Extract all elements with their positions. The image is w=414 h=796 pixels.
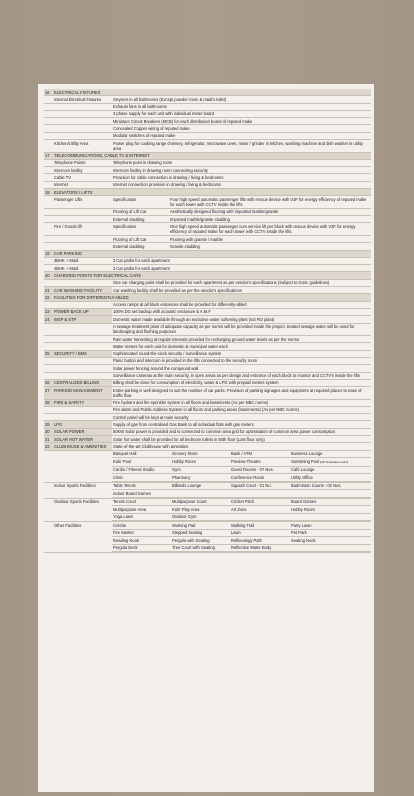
amenity-item: Multipurpose Area [112, 506, 171, 514]
row-label [53, 235, 112, 242]
section-number: 25 [44, 350, 53, 357]
amenity-item: Swimming Pool (with Temperature Control) [290, 458, 371, 467]
section-header-row [44, 152, 371, 159]
amenity-item [290, 513, 371, 521]
spec-row [44, 110, 371, 117]
section-header-row [44, 436, 371, 443]
row-label: 4BHK + Maid [53, 265, 112, 272]
spec-row [44, 243, 371, 250]
section-number: 26 [44, 379, 53, 386]
row-text: Solar power fencing around the compound wall [112, 365, 371, 372]
section-text: Fire hydrant and fire sprinkler system in all floors and basements (As per NBC norms) [112, 399, 371, 406]
amenity-item: Tree Court with Seating [171, 544, 230, 552]
section-title: ELEVATORS / LIFTS [53, 189, 371, 196]
row-indent [44, 103, 53, 110]
amenity-item: Party Lawn [290, 522, 371, 529]
section-title: LPG [53, 421, 112, 428]
amenity-item: Kids' Play Area [171, 506, 230, 514]
row-indent [44, 265, 53, 272]
amenity-item: Hobby Room [290, 506, 371, 514]
section-number: 18 [44, 189, 53, 196]
section-header-row [44, 250, 371, 257]
section-header-row [44, 421, 371, 428]
amenity-category: Indoor Sports Facilities [53, 482, 112, 498]
row-sublabel: Flooring of Lift Car [112, 208, 169, 215]
section-number: 24 [44, 316, 53, 323]
row-indent [44, 140, 53, 153]
amenity-item: Working Pad [171, 522, 230, 529]
row-label [53, 279, 112, 286]
amenity-category [53, 450, 112, 482]
row-label [53, 103, 112, 110]
row-text: Exhaust fans in all bathrooms [112, 103, 371, 110]
section-number: 20 [44, 272, 53, 279]
section-title: POWER BACK UP [53, 308, 112, 315]
amenity-row [44, 482, 371, 498]
amenity-item: Bank / ATM [230, 451, 290, 458]
amenity-item: Pergola with Seating [171, 537, 230, 545]
section-title: CAR WASHING FACILITY [53, 287, 112, 294]
row-text: Surveillance cameras at the main security, in open areas as per design and entrance of each block to monitor and CCTV's inside the lifts [112, 372, 371, 379]
row-indent [44, 257, 53, 264]
section-number: 30 [44, 428, 53, 435]
amenity-item: Clinic [112, 474, 171, 482]
amenity-item: Pet Park [290, 529, 371, 537]
section-title: SOLAR HOT WATER [53, 436, 112, 443]
row-text: Power plug for cooking range chimney, refrigerator, microwave oven, mixer / grinder in kitchen, washing machine and dish washer in utility area [112, 140, 371, 153]
row-text: Internet connection provision in drawing / living & bedrooms [112, 181, 371, 188]
section-number: 22 [44, 294, 53, 301]
spec-row [44, 125, 371, 132]
amenity-item: Art Zone [230, 506, 290, 514]
amenity-item [290, 544, 371, 552]
section-number: 29 [44, 421, 53, 428]
spec-row [44, 181, 371, 188]
amenity-item: Preview Theatre [230, 458, 290, 467]
row-text: Water meters for each unit for domestic & municipal water each [112, 343, 371, 350]
row-sublabel: Specification [112, 223, 169, 236]
spec-row [44, 336, 371, 343]
section-text: 50KW Solar power is provided and is connected to common area grid for optimisation of common area power consumption [112, 428, 371, 435]
amenity-item: Squash Court - 01 No. [230, 483, 290, 490]
row-indent [44, 522, 53, 553]
row-text: Concealed Copper wiring of reputed make [112, 125, 371, 132]
row-sublabel: Specification [112, 196, 169, 209]
section-text: Supply of gas from centralised Gas Bank to all individual flats with gas meters [112, 421, 371, 428]
section-title: SOLAR POWER [53, 428, 112, 435]
spec-row [44, 365, 371, 372]
section-header-row [44, 316, 371, 323]
spec-row [44, 132, 371, 139]
amenity-item: Seating Nook [290, 537, 371, 545]
amenity-item: Utility Office [290, 474, 371, 482]
row-label [53, 110, 112, 117]
amenity-item: Pharmacy [171, 474, 230, 482]
amenity-item: Multipurpose Court [171, 499, 230, 506]
spec-row [44, 216, 371, 223]
amenity-item: Business Lounge [290, 451, 371, 458]
row-indent [44, 482, 53, 498]
amenity-row [44, 450, 371, 482]
spec-row [44, 196, 371, 209]
spec-row [44, 235, 371, 242]
spec-row [44, 406, 371, 413]
row-text: Imported marble/granite cladding [169, 216, 371, 223]
row-text: Modular switches of reputed make [112, 132, 371, 139]
row-indent [44, 223, 53, 236]
row-sublabel: External cladding [112, 216, 169, 223]
row-label [53, 208, 112, 215]
section-title: TELECOMMUNICATIONS, CABLE TV & INTERNET [53, 152, 371, 159]
row-label [53, 343, 112, 350]
row-text: Intercom facility in drawing room connecting security [112, 167, 371, 174]
section-header-row [44, 387, 371, 400]
row-text: Four high speed automatic passenger lifts with rescue device with V3F for energy efficiency of reputed make for each tower with CCTV inside the lifts [169, 196, 371, 209]
amenity-item: Kids' Pool [112, 458, 171, 467]
row-text: Aesthetically designed flooring with imported marble/granite [169, 208, 371, 215]
row-label [53, 243, 112, 250]
amenity-list [112, 450, 371, 482]
section-title: CENTRALIZED BILLING [53, 379, 112, 386]
amenity-item: Gym [171, 466, 230, 474]
amenity-item: Reflexology Path [230, 537, 290, 545]
amenity-row [44, 522, 371, 553]
row-label [53, 336, 112, 343]
row-indent [44, 110, 53, 117]
section-header-row [44, 287, 371, 294]
row-label: Kitchen/Utility Area [53, 140, 112, 153]
section-title: SECURITY / BMS [53, 350, 112, 357]
section-number: 17 [44, 152, 53, 159]
amenity-grid [112, 451, 371, 482]
amenity-item: Walking Trail [230, 522, 290, 529]
amenity-item: Indoor Board Games [112, 490, 171, 498]
row-indent [44, 450, 53, 482]
spec-row [44, 257, 371, 264]
row-label: Intercom facility [53, 167, 112, 174]
spec-row [44, 103, 371, 110]
amenity-item: Badminton Courts - 02 Nos. [290, 483, 371, 490]
row-sublabel: External cladding [112, 243, 169, 250]
spec-row [44, 414, 371, 421]
row-indent [44, 118, 53, 125]
row-indent [44, 159, 53, 166]
amenity-item: Guest Rooms - 07 Nos. [230, 466, 290, 474]
amenity-row [44, 498, 371, 522]
spec-row [44, 167, 371, 174]
row-text: Geysers in all bathrooms (Except powder room & maid's toilet) [112, 96, 371, 103]
row-indent [44, 336, 53, 343]
row-indent [44, 323, 53, 336]
amenity-item: Conference Room [230, 474, 290, 482]
section-number: 28 [44, 399, 53, 406]
amenity-list [112, 482, 371, 498]
row-label [53, 132, 112, 139]
row-label: Internet [53, 181, 112, 188]
amenity-item: Billiards Lounge [171, 483, 230, 490]
amenity-grid [112, 499, 371, 522]
spec-row [44, 140, 371, 153]
row-indent [44, 414, 53, 421]
amenity-grid [112, 483, 371, 498]
section-text: 100% DG set backup with acoustic enclosure & A.M.F [112, 308, 371, 315]
row-indent [44, 208, 53, 215]
section-header-row [44, 89, 371, 96]
row-label [53, 118, 112, 125]
section-title: CLUBHOUSE & AMENITIES [53, 443, 112, 450]
row-label: Internal Electrical Fixtures [53, 96, 112, 103]
row-text: 3 phase supply for each unit with individual meter board [112, 110, 371, 117]
amenity-item: Café Lounge [290, 466, 371, 474]
section-number: 16 [44, 89, 53, 96]
amenity-item: Fire Market [112, 529, 171, 537]
row-label [53, 301, 112, 308]
row-indent [44, 125, 53, 132]
amenity-item [171, 490, 230, 498]
spec-row [44, 301, 371, 308]
amenity-item: Stepped Seating [171, 529, 230, 537]
specifications-table [44, 89, 371, 553]
row-label: Fire / Goods lift [53, 223, 112, 236]
spec-row [44, 343, 371, 350]
section-text: State-of-the-art Clubhouse with amenities [112, 443, 371, 450]
amenity-item: Crèche [112, 522, 171, 529]
row-sublabel: Flooring of Lift Car [112, 235, 169, 242]
spec-row [44, 265, 371, 272]
amenity-item [230, 513, 290, 521]
section-text: Domestic water made available through an exclusive water softening plant (not RO plant) [112, 316, 371, 323]
row-text: Access ramps at all block entrances shall be provided for differently-abled [112, 301, 371, 308]
row-text: Telephone point in drawing room [112, 159, 371, 166]
amenity-note: (with Temperature Control) [319, 460, 349, 464]
row-label: Cable TV [53, 174, 112, 181]
amenity-item: Outdoor Gym [171, 513, 230, 521]
section-number: 23 [44, 308, 53, 315]
amenity-category: Outdoor Sports Facilities [53, 498, 112, 522]
amenity-item: Board Games [290, 499, 371, 506]
amenity-item: Lawn [230, 529, 290, 537]
row-indent [44, 174, 53, 181]
spec-row [44, 208, 371, 215]
row-label: Passenger Lifts [53, 196, 112, 209]
row-indent [44, 196, 53, 209]
amenity-item: Grocery Store [171, 451, 230, 458]
amenity-item [230, 490, 290, 498]
row-indent [44, 372, 53, 379]
section-title: CAR PARKING [53, 250, 371, 257]
row-indent [44, 243, 53, 250]
row-label [53, 372, 112, 379]
section-header-row [44, 350, 371, 357]
section-header-row [44, 189, 371, 196]
amenity-item [290, 490, 371, 498]
row-label [53, 414, 112, 421]
section-number: 19 [44, 250, 53, 257]
row-text: Control panel will be kept at main security [112, 414, 371, 421]
spec-row [44, 174, 371, 181]
row-text: Miniature Circuit Breakers (MCB) for each distribution board of reputed make [112, 118, 371, 125]
row-indent [44, 343, 53, 350]
section-title: PARKING MANAGEMENT [53, 387, 112, 400]
section-header-row [44, 379, 371, 386]
spec-row [44, 372, 371, 379]
spec-row [44, 96, 371, 103]
row-text: One car charging point shall be provided for each apartment as per vendor's specifications (Subject to Govt. guidelines) [112, 279, 371, 286]
amenity-item: Tennis Court [112, 499, 171, 506]
amenity-list [112, 498, 371, 522]
section-header-row [44, 443, 371, 450]
section-title: ELECTRICAL FIXTURES [53, 89, 371, 96]
section-text: Billing shall be done for consumption of electricity, water & LPG with prepaid meters system [112, 379, 371, 386]
amenity-item: Yoga Lawn [112, 513, 171, 521]
row-indent [44, 357, 53, 364]
row-label [53, 357, 112, 364]
row-indent [44, 301, 53, 308]
section-header-row [44, 294, 371, 301]
section-text: Solar hot water shall be provided for all bedroom toilets in 50th floor (Last floor only) [112, 436, 371, 443]
spec-row [44, 323, 371, 336]
row-indent [44, 279, 53, 286]
section-number: 21 [44, 287, 53, 294]
row-indent [44, 96, 53, 103]
amenity-category: Other Facilities [53, 522, 112, 553]
section-header-row [44, 272, 371, 279]
row-indent [44, 235, 53, 242]
section-title: WSP & STP [53, 316, 112, 323]
row-text: Panic button and intercom is provided in the lifts connected to the security room [112, 357, 371, 364]
row-indent [44, 167, 53, 174]
row-indent [44, 132, 53, 139]
row-text: Fire alarm and Public Address System in all floors and parking areas (basements) (As per NBC norms) [112, 406, 371, 413]
section-header-row [44, 428, 371, 435]
row-text: Provision for cable connection in drawing / living & bedrooms [112, 174, 371, 181]
row-label: Telephone Points [53, 159, 112, 166]
row-text: One high speed automatic passenger cum service lift per block with rescue device with V3F for energy efficiency of reputed make for each tower with CCTV inside the lifts [169, 223, 371, 236]
amenity-item: Cricket Pitch [230, 499, 290, 506]
section-number: 27 [44, 387, 53, 400]
spec-row [44, 223, 371, 236]
row-indent [44, 498, 53, 522]
row-indent [44, 181, 53, 188]
row-label: 3BHK + Maid [53, 257, 112, 264]
spec-row [44, 159, 371, 166]
spec-row [44, 279, 371, 286]
amenity-item: Cardio / Fitness Studio [112, 466, 171, 474]
amenity-list [112, 522, 371, 553]
section-text: Sophisticated round-the-clock security / surveillance system [112, 350, 371, 357]
section-number: 32 [44, 443, 53, 450]
row-text: A sewage treatment plant of adequate capacity as per norms will be provided inside the project, treated sewage water will be used for landscaping and flushing purposes [112, 323, 371, 336]
amenity-item: Table Tennis [112, 483, 171, 490]
section-title: CHARGING POINTS FOR ELECTRICAL CARS [53, 272, 371, 279]
row-text: 3 Car parks for each apartment [112, 257, 371, 264]
row-label [53, 216, 112, 223]
section-text: Entire parking is well designed to suit the number of car parks. Provision of parking signages and equipment at required places to ease of traffic flow [112, 387, 371, 400]
section-header-row [44, 308, 371, 315]
amenity-item: Pergola Deck [112, 544, 171, 552]
section-header-row [44, 399, 371, 406]
amenity-item: Hobby Room [171, 458, 230, 467]
row-indent [44, 216, 53, 223]
row-label [53, 125, 112, 132]
row-text: Flooring with granite / marble [169, 235, 371, 242]
row-text: Rain water harvesting at regular intervals provided for recharging ground water levels as per the norms [112, 336, 371, 343]
section-title: FACILITIES FOR DIFFERENTLY-ABLED [53, 294, 371, 301]
amenity-item: Reading Nook [112, 537, 171, 545]
section-title: FIRE & SAFETY [53, 399, 112, 406]
row-indent [44, 406, 53, 413]
amenity-item: Banquet Hall [112, 451, 171, 458]
row-label [53, 365, 112, 372]
section-text: Car washing facility shall be provided as per the vendor's specifications [112, 287, 371, 294]
row-indent [44, 365, 53, 372]
row-text: 3 Car parks for each apartment [112, 265, 371, 272]
spec-row [44, 118, 371, 125]
row-label [53, 323, 112, 336]
section-number: 31 [44, 436, 53, 443]
row-text: Granite cladding [169, 243, 371, 250]
amenity-item: Reflective Water Body [230, 544, 290, 552]
spec-row [44, 357, 371, 364]
row-label [53, 406, 112, 413]
amenity-grid [112, 522, 371, 552]
